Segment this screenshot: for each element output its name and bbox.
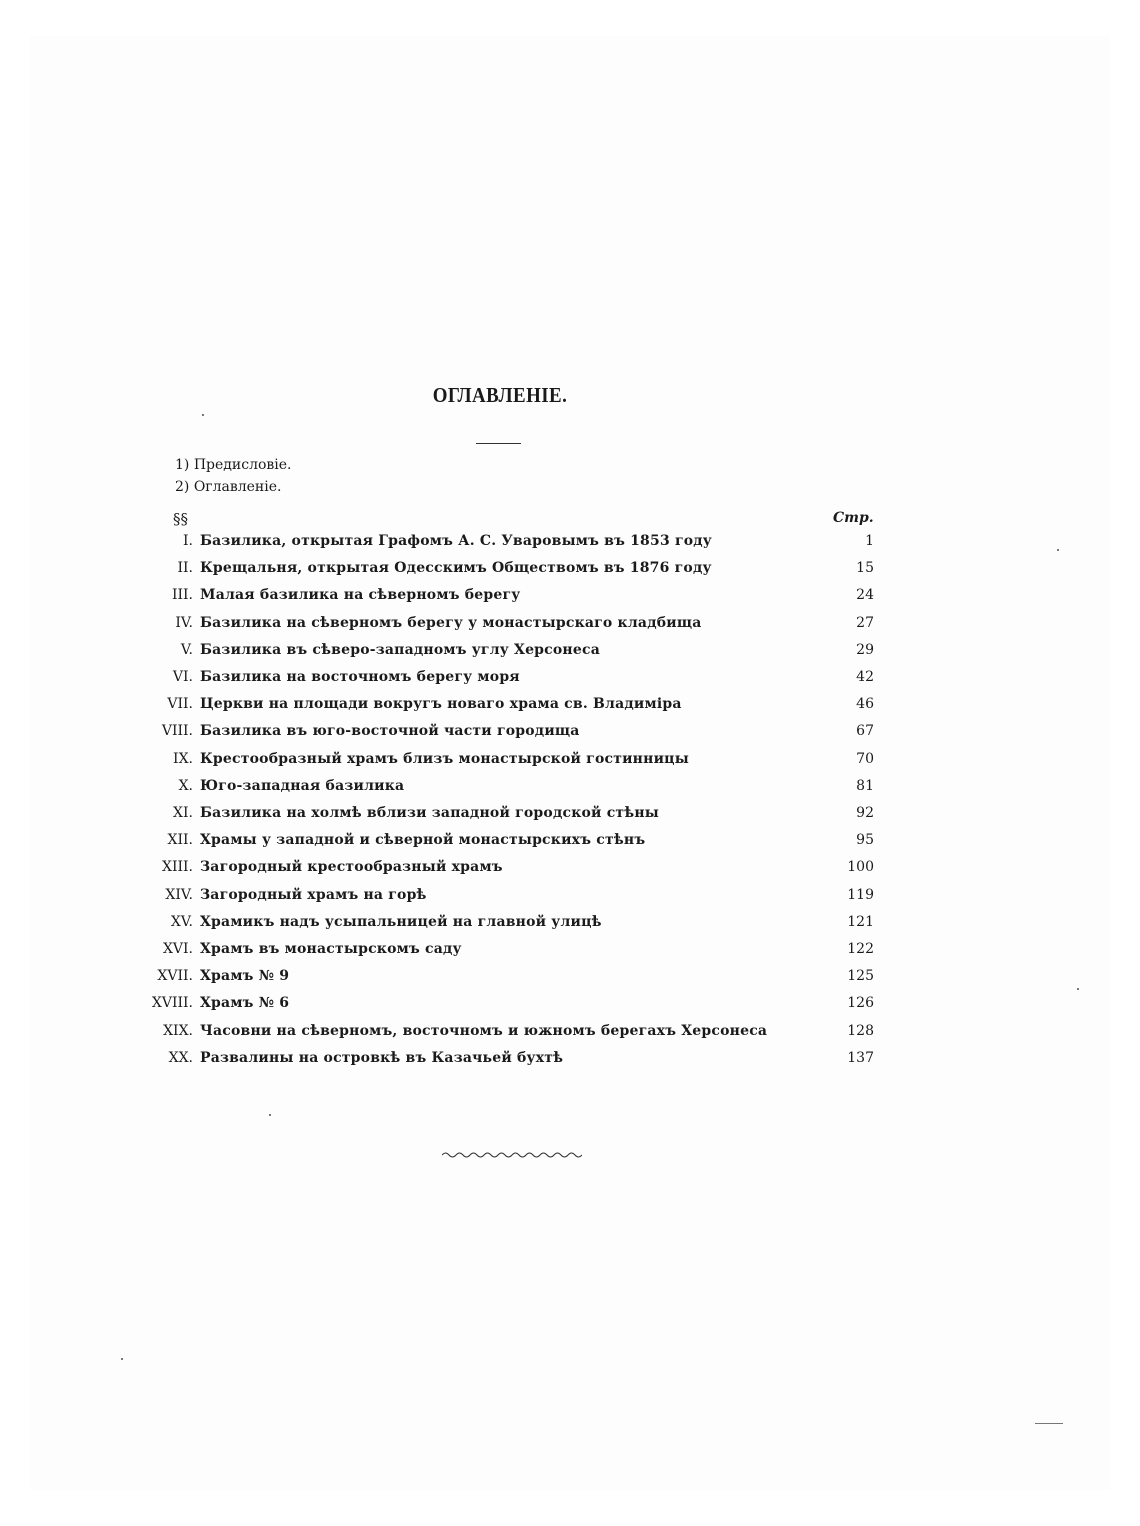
toc-entry-title-text: Базилика на сѣверномъ берегу у монастырскаго кладбища [200, 615, 705, 631]
toc-entry-page: 46 [856, 696, 874, 712]
toc-entry-title [200, 992, 840, 1014]
toc-entry [120, 612, 880, 634]
toc-entry [120, 856, 880, 878]
toc-entry-title [200, 775, 840, 797]
toc-entry-title [200, 612, 840, 634]
toc-entry-number: IV. [175, 615, 193, 631]
toc-entry-title-text: Развалины на островкѣ въ Казачьей бухтѣ [200, 1050, 567, 1066]
front-matter-item: 1) Предисловіе. [175, 457, 292, 473]
toc-entry-number: XII. [167, 832, 193, 848]
toc-entry-title-text: Церкви на площади вокругъ новаго храма св. Владиміра [200, 696, 686, 712]
toc-entry-page: 119 [847, 887, 874, 903]
print-speck [1077, 988, 1079, 990]
toc-entry [120, 938, 880, 960]
toc-entry-page: 92 [856, 805, 874, 821]
toc-entry-page: 100 [847, 859, 874, 875]
toc-entry-title [200, 557, 840, 579]
toc-entry-number: VIII. [161, 723, 193, 739]
toc-entry-page: 1 [865, 533, 874, 549]
front-matter-item: 2) Оглавленіе. [175, 479, 282, 495]
toc-entry-title-text: Малая базилика на сѣверномъ берегу [200, 587, 524, 603]
toc-entry-title-text: Базилика въ юго-восточной части городища [200, 723, 584, 739]
toc-entry-title [200, 911, 840, 933]
toc-entry-title-text: Крещальня, открытая Одесскимъ Обществомъ въ 1876 году [200, 560, 716, 576]
toc-entry-title-text: Храмъ № 6 [200, 995, 293, 1011]
toc-entry-title-text: Базилика на восточномъ берегу моря [200, 669, 524, 685]
toc-entry-page: 125 [847, 968, 874, 984]
toc-entry-title-text: Базилика на холмѣ вблизи западной городской стѣны [200, 805, 663, 821]
toc-entry-page: 137 [847, 1050, 874, 1066]
title-rule [476, 443, 521, 444]
toc-entry-title [200, 584, 840, 606]
ornament-divider [442, 1150, 582, 1160]
toc-entry-number: XVI. [162, 941, 193, 957]
toc-entry-title-text: Часовни на сѣверномъ, восточномъ и южномъ берегахъ Херсонеса [200, 1023, 771, 1039]
toc-entry [120, 829, 880, 851]
toc-entry-page: 128 [847, 1023, 874, 1039]
toc-entry-number: III. [171, 587, 193, 603]
toc-entry-title-text: Храмъ № 9 [200, 968, 293, 984]
toc-entry [120, 911, 880, 933]
toc-entry-number: XV. [170, 914, 193, 930]
toc-entry-page: 81 [856, 778, 874, 794]
toc-entry-title [200, 639, 840, 661]
toc-entry-page: 122 [847, 941, 874, 957]
toc-entry [120, 775, 880, 797]
toc-entry [120, 965, 880, 987]
toc-entry-title-text: Храмы у западной и сѣверной монастырскихъ стѣнъ [200, 832, 649, 848]
toc-entry-title [200, 802, 840, 824]
toc-entry [120, 530, 880, 552]
toc-entry-title [200, 530, 840, 552]
toc-entry-number: II. [177, 560, 193, 576]
toc-entry-title-text: Храмъ въ монастырскомъ саду [200, 941, 466, 957]
toc-entry [120, 1047, 880, 1069]
toc-entry-title [200, 856, 840, 878]
toc-entry-title [200, 1047, 840, 1069]
toc-entry-number: XI. [173, 805, 193, 821]
toc-entry-title [200, 1020, 840, 1042]
toc-entry [120, 1020, 880, 1042]
print-speck [1057, 549, 1059, 551]
toc-entry [120, 639, 880, 661]
toc-entry-title-text: Загородный крестообразный храмъ [200, 859, 507, 875]
toc-entry-title [200, 693, 840, 715]
toc-entry-number: V. [180, 642, 193, 658]
toc-entry-title [200, 965, 840, 987]
toc-entry-title [200, 829, 840, 851]
toc-entry [120, 720, 880, 742]
toc-entry-title [200, 938, 840, 960]
toc-entry-title [200, 884, 840, 906]
toc-entry [120, 748, 880, 770]
print-mark [1035, 1423, 1063, 1424]
toc-entry-number: XIV. [165, 887, 193, 903]
toc-entry [120, 884, 880, 906]
toc-entry-number: VII. [167, 696, 193, 712]
toc-entry-number: XIX. [163, 1023, 193, 1039]
toc-entry-page: 29 [856, 642, 874, 658]
toc-entry-number: IX. [173, 751, 193, 767]
page-column-header: Стр. [833, 510, 874, 526]
toc-entry-title [200, 720, 840, 742]
toc-entry-page: 27 [856, 615, 874, 631]
toc-entry-title [200, 666, 840, 688]
toc-entry-page: 126 [847, 995, 874, 1011]
toc-entry-title-text: Крестообразный храмъ близъ монастырской гостинницы [200, 751, 693, 767]
toc-entry-page: 95 [856, 832, 874, 848]
print-speck [121, 1358, 123, 1360]
toc-entry-title-text: Храмикъ надъ усыпальницей на главной улицѣ [200, 914, 606, 930]
toc-entry [120, 557, 880, 579]
toc-entry-title-text: Базилика, открытая Графомъ А. С. Уваровымъ въ 1853 году [200, 533, 716, 549]
toc-entry [120, 802, 880, 824]
toc-entry [120, 666, 880, 688]
print-speck [202, 414, 204, 416]
toc-entry-number: I. [183, 533, 193, 549]
toc-entry-number: XX. [168, 1050, 193, 1066]
toc-entry-title [200, 748, 840, 770]
toc-entry-number: XVII. [157, 968, 193, 984]
toc-entry-page: 15 [856, 560, 874, 576]
toc-entry [120, 693, 880, 715]
toc-entry-page: 70 [856, 751, 874, 767]
section-mark-header: §§ [173, 510, 188, 528]
toc-entry-title-text: Базилика въ сѣверо-западномъ углу Херсонеса [200, 642, 604, 658]
page-title: ОГЛАВЛЕНІЕ. [432, 383, 568, 407]
print-speck [269, 1114, 271, 1116]
toc-entry-page: 42 [856, 669, 874, 685]
toc-entry-number: XVIII. [151, 995, 193, 1011]
toc-entry [120, 992, 880, 1014]
toc-entry-number: XIII. [161, 859, 193, 875]
toc-entry-page: 24 [856, 587, 874, 603]
toc-entry-number: X. [178, 778, 193, 794]
toc-entry-title-text: Юго-западная базилика [200, 778, 408, 794]
toc-entry [120, 584, 880, 606]
toc-entry-page: 121 [847, 914, 874, 930]
toc-entry-page: 67 [856, 723, 874, 739]
toc-entry-title-text: Загородный храмъ на горѣ [200, 887, 431, 903]
toc-entry-number: VI. [172, 669, 193, 685]
